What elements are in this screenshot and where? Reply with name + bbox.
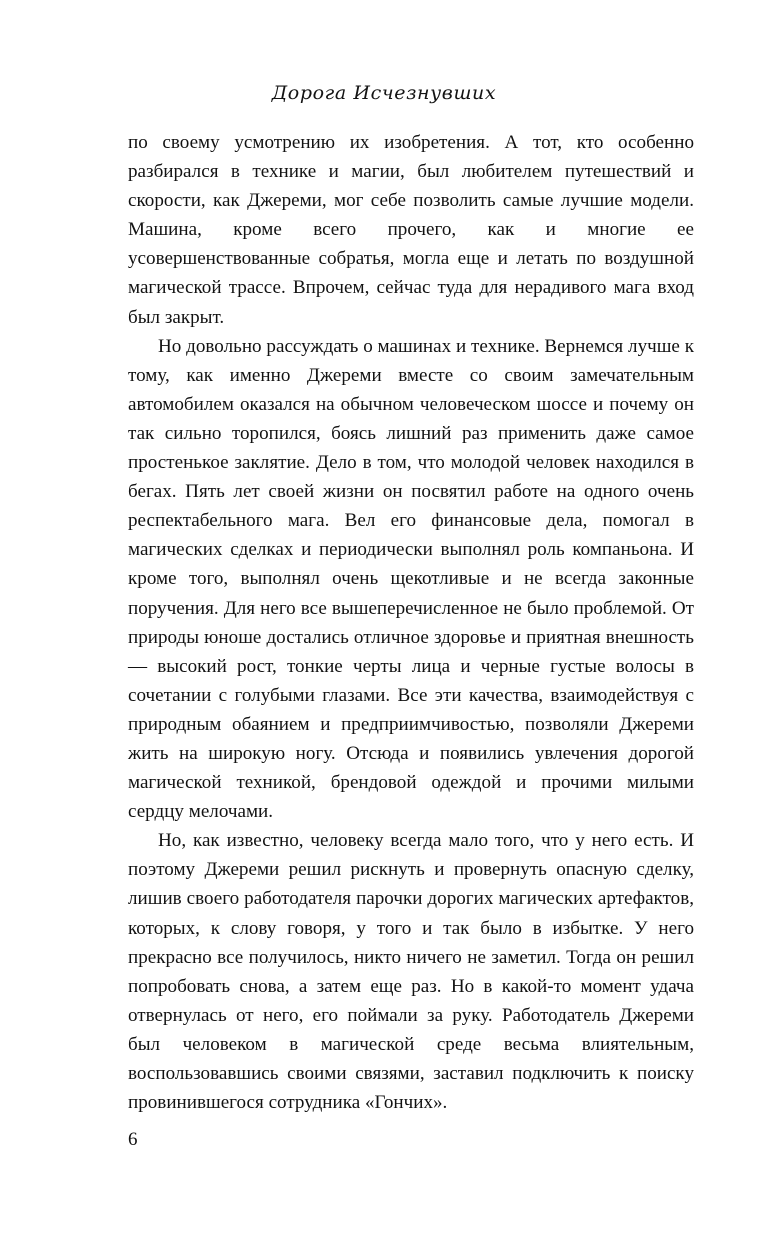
body-text-block xyxy=(128,128,694,1117)
paragraph: Но, как известно, человеку всегда мало того, что у него есть. И поэтому Джереми решил рискнуть и провернуть опасную сделку, лишив своего работодателя парочки дорогих магических артефактов, которых, к слову говоря, у того и так было в избытке. У него прекрасно все получилось, никто ничего не заметил. Тогда он решил попробовать снова, а затем еще раз. Но в какой-то момент удача отвернулась от него, его поймали за руку. Работодатель Джереми был человеком в магической среде весьма влиятельным, воспользовавшись своими связями, заставил подключить к поиску провинившегося сотрудника «Гончих». xyxy=(128,830,694,1114)
page-number: 6 xyxy=(128,1129,138,1150)
paragraph: Но довольно рассуждать о машинах и технике. Вернемся лучше к тому, как именно Джереми вместе со своим замечательным автомобилем оказался на обычном человеческом шоссе и почему он так сильно торопился, боясь лишний раз применить даже самое простенькое заклятие. Дело в том, что молодой человек находился в бегах. Пять лет своей жизни он посвятил работе на одного очень респектабельного мага. Вел его финансовые дела, помогал в магических сделках и периодически выполнял роль компаньона. И кроме того, выполнял очень щекотливые и не всегда законные поручения. Для него все вышеперечисленное не было проблемой. От природы юноше достались отличное здоровье и приятная внешность — высокий рост, тонкие черты лица и черные густые волосы в сочетании с голубыми глазами. Все эти качества, взаимодействуя с природным обаянием и предприимчивостью, позволяли Джереми жить на широкую ногу. Отсюда и появились увлечения дорогой магической техникой, брендовой одеждой и прочими милыми сердцу мелочами. xyxy=(128,335,694,823)
running-head: Дорога Исчезнувших xyxy=(271,82,497,104)
paragraph: по своему усмотрению их изобретения. А тот, кто особенно разбирался в технике и магии, был любителем путешествий и скорости, как Джереми, мог себе позволить самые лучшие модели. Машина, кроме всего прочего, как и многие ее усовершенствованные собратья, могла еще и летать по воздушной магической трассе. Впрочем, сейчас туда для нерадивого мага вход был закрыт. xyxy=(128,132,694,328)
